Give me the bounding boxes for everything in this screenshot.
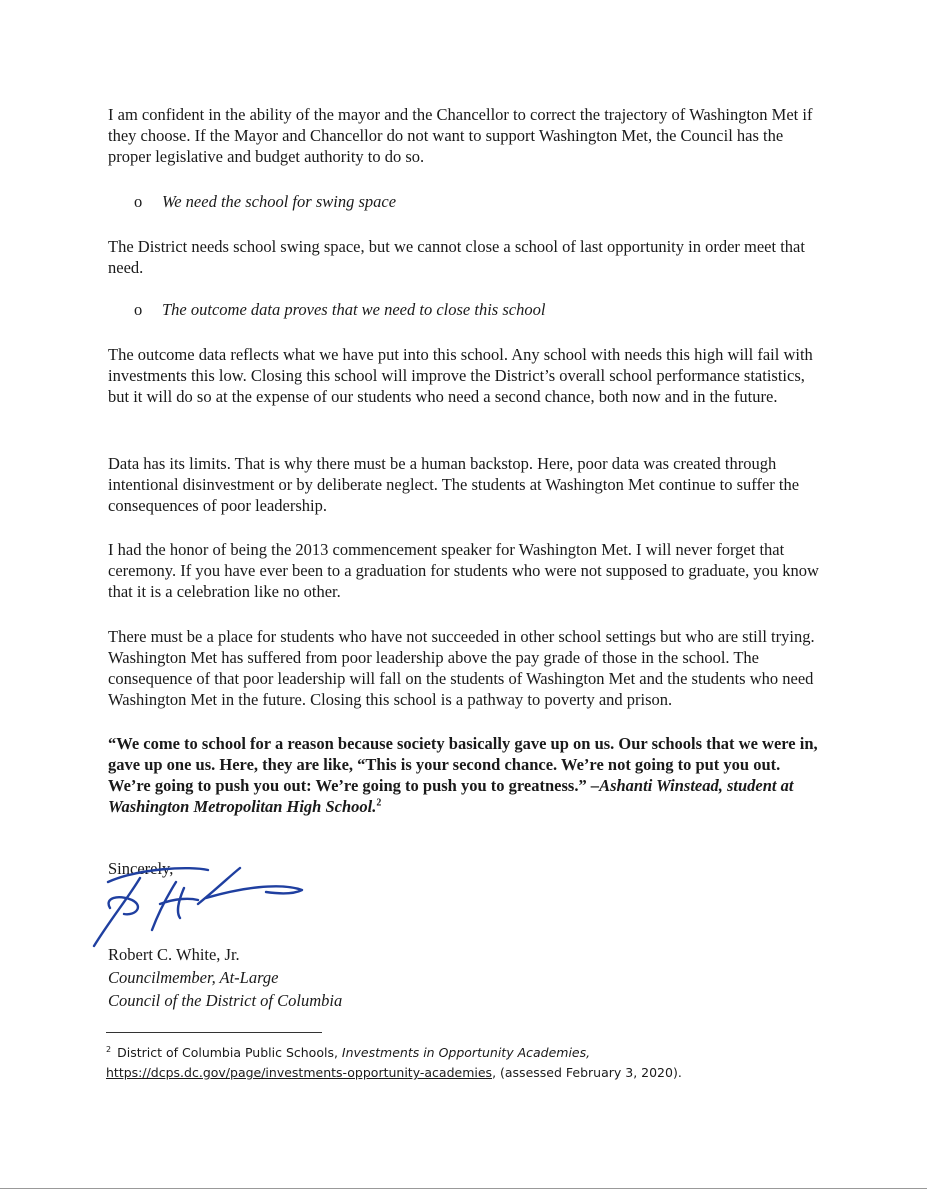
footnote-reference: 2 xyxy=(376,797,382,809)
student-quote xyxy=(108,733,823,817)
bullet-marker: o xyxy=(134,300,143,319)
paragraph-commencement: I had the honor of being the 2013 commencement speaker for Washington Met. I will never forget that ceremony. If you have ever been to a graduation for students who were not supposed to graduate, you know that it is a celebration like no other. xyxy=(108,540,819,601)
paragraph-swing-space: The District needs school swing space, but we cannot close a school of last opportunity in order meet that need. xyxy=(108,237,805,277)
paragraph-data-limits: Data has its limits. That is why there must be a human backstop. Here, poor data was created through intentional disinvestment or by deliberate neglect. The students at Washington Met continue to suffer the consequences of poor leadership. xyxy=(108,454,800,515)
footnote-divider xyxy=(106,1032,322,1033)
bullet-swing-space xyxy=(134,191,396,212)
footnote xyxy=(106,1043,826,1083)
paragraph-confidence: I am confident in the ability of the mayor and the Chancellor to correct the trajectory of Washington Met if they choose. If the Mayor and Chancellor do not want to support Washington Met, the Council has the proper legislative and budget authority to do so. xyxy=(108,105,813,166)
paragraph-place-for-students: There must be a place for students who have not succeeded in other school settings but who are still trying. Washington Met has suffered from poor leadership above the pay grade of those in the school. The consequence of that poor leadership will fall on the students of Washington Met and the students who need Washington Met in the future. Closing this school is a pathway to poverty and prison. xyxy=(108,627,815,709)
footnote-source: District of Columbia Public Schools, xyxy=(117,1045,338,1060)
signer-organization: Council of the District of Columbia xyxy=(108,991,343,1010)
footnote-number: 2 xyxy=(106,1044,112,1054)
paragraph-outcome-data: The outcome data reflects what we have put into this school. Any school with needs this high will fail with investments this low. Closing this school will improve the District’s overall school performance statistics, but it will do so at the expense of our students who need a second chance, both now and in the future. xyxy=(108,345,813,406)
footnote-title: Investments in Opportunity Academies, xyxy=(341,1045,591,1060)
bullet-text: We need the school for swing space xyxy=(162,192,397,211)
salutation: Sincerely, xyxy=(108,859,174,878)
signer-name: Robert C. White, Jr. xyxy=(108,945,240,964)
bullet-marker: o xyxy=(134,192,143,211)
page-edge-line xyxy=(0,1188,927,1189)
quote-text: “We come to school for a reason because society basically gave up on us. Our schools that we were in, gave up one us. Here, they are like, “This is your second chance. We’re not going to put you out. We’re going to push you out: We’re going to push you to greatness.” xyxy=(108,734,818,795)
footnote-accessed: , (assessed February 3, 2020). xyxy=(492,1065,682,1080)
signer-title: Councilmember, At-Large xyxy=(108,968,279,987)
footnote-link[interactable]: https://dcps.dc.gov/page/investments-opportunity-academies xyxy=(106,1065,493,1080)
bullet-text: The outcome data proves that we need to close this school xyxy=(162,300,546,319)
bullet-outcome-data xyxy=(134,299,545,320)
quote-attribution: –Ashanti Winstead, student at Washington Metropolitan High School. xyxy=(108,776,794,816)
